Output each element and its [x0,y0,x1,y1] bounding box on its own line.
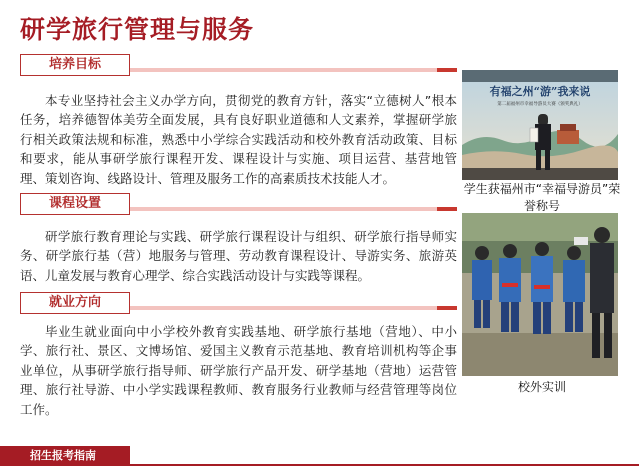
field-training-photo [462,213,618,376]
footer-bar [0,446,639,466]
banner-subtitle: 第二届福州市幸福导游员大赛（颁奖典礼） [497,102,583,107]
section-label: 培养目标 [20,54,130,76]
section-divider [130,306,457,310]
award-photo [462,70,618,180]
goals-text: 本专业坚持社会主义办学方向，贯彻党的教育方针，落实“立德树人”根本任务，培养德智体美劳全面发展，具有良好职业道德和人文素养，掌握研学旅行相关政策法规和标准，熟悉中小学综合实践活动和校外教育活动政策、目标和要求，能从事研学旅行课程开发、课程设计与实施、项目运营、基营地管理、策划咨询、线路设计、管理及服务工作的高素质技术技能人才。 [20,93,457,186]
courses-text: 研学旅行教育理论与实践、研学旅行课程设计与组织、研学旅行指导师实务、研学旅行基（营）地服务与管理、劳动教育课程设计、导游实务、旅游英语、儿童发展与教育心理学、综合实践活动设计与实践等课程。 [20,229,457,283]
section-divider [130,207,457,211]
award-caption: 学生获福州市“幸福导游员”荣誉称号 [463,182,621,213]
section-header-courses [20,193,457,215]
section-divider [130,68,457,72]
section-header-goals [20,54,457,76]
careers-text: 毕业生就业面向中小学校外教育实践基地、研学旅行基地（营地）、中小学、旅行社、景区、文博场馆、爱国主义教育示范基地、教育培训机构等企事业单位，从事研学旅行指导师、研学旅行产品开发、研学基地（营地）运营管理、旅行社导游、中小学实践课程教师、教育服务行业教师与经营管理等岗位工作。 [20,324,457,417]
footer-label: 招生报考指南 [0,446,130,466]
section-label: 课程设置 [20,193,130,215]
page-title: 研学旅行管理与服务 [20,15,255,44]
banner-title: 有福之州“游”我来说 [489,85,591,98]
section-label: 就业方向 [20,292,130,314]
field-training-caption: 校外实训 [517,380,566,394]
section-header-careers [20,292,457,314]
